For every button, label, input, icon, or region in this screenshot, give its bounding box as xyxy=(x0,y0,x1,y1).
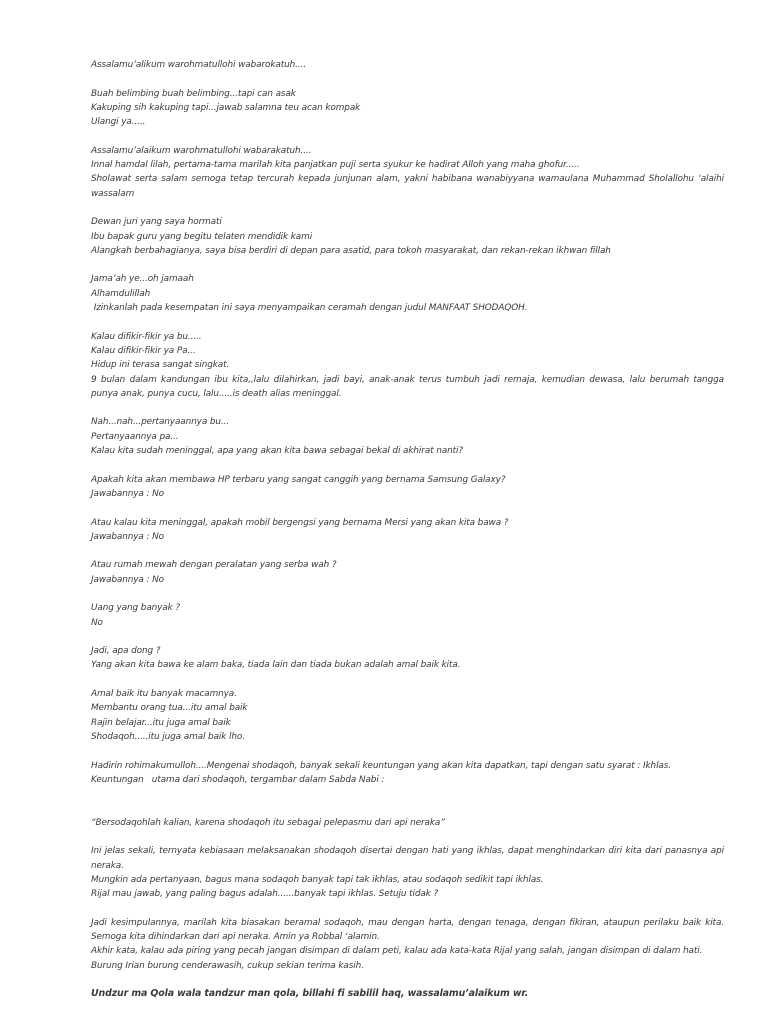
text-line: Innal hamdal lilah, pertama-tama marilah kita panjatkan puji serta syukur ke hadirat Alloh yang maha ghofur..... xyxy=(91,160,580,171)
text-line: Atau rumah mewah dengan peralatan yang serba wah ? xyxy=(91,560,337,571)
text-line: Jawabannya : No xyxy=(91,574,164,585)
text-line: Membantu orang tua...itu amal baik xyxy=(91,703,248,714)
text-line: Nah...nah...pertanyaannya bu... xyxy=(91,417,230,428)
paragraph-explanation xyxy=(91,844,724,901)
paragraph-answer xyxy=(91,644,724,673)
text-line: Yang akan kita bawa ke alam baka, tiada lain dan tiada bukan adalah amal baik kita. xyxy=(91,660,461,671)
text-line: Ulangi ya..... xyxy=(91,117,146,128)
paragraph-money-question xyxy=(91,601,724,630)
text-line: Alhamdulillah xyxy=(91,288,151,299)
text-line: Burung Irian burung cenderawasih, cukup sekian terima kasih. xyxy=(91,960,364,971)
text-line: Apakah kita akan membawa HP terbaru yang sangat canggih yang bernama Samsung Galaxy? xyxy=(91,474,506,485)
text-line: Jadi kesimpulannya, marilah kita biasakan beramal sodaqoh, mau dengan harta, dengan tenaga, dengan fikiran, ataupun perilaku baik kita. Semoga kita dihindarkan dari api neraka. Amin ya Robbal ‘alamin. xyxy=(91,917,724,943)
text-line: Rajin belajar...itu juga amal baik xyxy=(91,717,231,728)
paragraph-hadith-quote xyxy=(91,816,724,830)
paragraph-audience-address xyxy=(91,215,724,258)
text-line: Assalamu’alaikum warohmatullohi wabarakatuh.... xyxy=(91,145,312,156)
text-line: Dewan juri yang saya hormati xyxy=(91,217,222,228)
paragraph-conclusion xyxy=(91,916,724,973)
spacer xyxy=(91,801,724,815)
paragraph-shodaqoh-benefit xyxy=(91,759,724,788)
text-line: Kalau difikir-fikir ya Pa... xyxy=(91,345,196,356)
paragraph-house-question xyxy=(91,558,724,587)
text-line: Mungkin ada pertanyaan, bagus mana sodaqoh banyak tapi tak ikhlas, atau sodaqoh sedikit tapi ikhlas. xyxy=(91,874,544,885)
closing-line xyxy=(91,987,724,1001)
paragraph-car-question xyxy=(91,516,724,545)
paragraph-title-intro xyxy=(91,272,724,315)
text-line: Izinkanlah pada kesempatan ini saya menyampaikan ceramah dengan judul MANFAAT SHODAQOH. xyxy=(91,303,528,314)
text-line: 9 bulan dalam kandungan ibu kita,,lalu dilahirkan, jadi bayi, anak-anak terus tumbuh jadi remaja, kemudian dewasa, lalu berumah tangga punya anak, punya cucu, lalu.....is death alias meninggal. xyxy=(91,374,724,399)
text-line: Uang yang banyak ? xyxy=(91,603,181,614)
closing-text: Undzur ma Qola wala tandzur man qola, billahi fi sabilil haq, wassalamu’alaikum wr. xyxy=(91,988,529,1000)
text-line: Kakuping sih kakuping tapi...jawab salamna teu acan kompak xyxy=(91,102,361,113)
text-line: Hadirin rohimakumulloh....Mengenai shodaqoh, banyak sekali keuntungan yang akan kita dapatkan, tapi dengan satu syarat : Ikhlas. xyxy=(91,760,672,771)
paragraph-greeting xyxy=(91,58,724,72)
text-line: Jadi, apa dong ? xyxy=(91,646,161,657)
paragraph-hp-question xyxy=(91,473,724,502)
text-line: Rijal mau jawab, yang paling bagus adalah......banyak tapi ikhlas. Setuju tidak ? xyxy=(91,889,439,900)
text-line: Atau kalau kita meninggal, apakah mobil bergengsi yang bernama Mersi yang akan kita bawa ? xyxy=(91,517,509,528)
text-line: Kalau difikir-fikir ya bu..... xyxy=(91,331,202,342)
text-line: Akhir kata, kalau ada piring yang pecah jangan disimpan di dalam peti, kalau ada kata-kata Rijal yang salah, jangan disimpan di dalam hati. xyxy=(91,946,703,957)
text-line: Amal baik itu banyak macamnya. xyxy=(91,689,237,700)
text-line: Ini jelas sekali, ternyata kebiasaan melaksanakan shodaqoh disertai dengan hati yang ikhlas, dapat menghindarkan diri kita dari panasnya api neraka. xyxy=(91,846,724,871)
paragraph-salam-and-praise xyxy=(91,144,724,201)
speech-document xyxy=(91,58,724,1016)
paragraph-good-deeds xyxy=(91,687,724,744)
text-line: Hidup ini terasa sangat singkat. xyxy=(91,360,230,371)
text-line: Jawabannya : No xyxy=(91,488,164,499)
text-line: Buah belimbing buah belimbing...tapi can asak xyxy=(91,88,296,99)
text-line: Alangkah berbahagianya, saya bisa berdiri di depan para asatid, para tokoh masyarakat, dan rekan-rekan ikhwan fillah xyxy=(91,245,611,256)
text-line: Ibu bapak guru yang begitu telaten mendidik kami xyxy=(91,231,313,242)
text-line: Pertanyaannya pa... xyxy=(91,431,179,442)
text-line: Jawabannya : No xyxy=(91,531,164,542)
paragraph-pantun-opening xyxy=(91,87,724,130)
text-line: “Bersodaqohlah kalian, karena shodaqoh itu sebagai pelepasmu dari api neraka” xyxy=(91,817,445,828)
text-line: Shodaqoh.....itu juga amal baik lho. xyxy=(91,731,245,742)
paragraph-life-short xyxy=(91,330,724,401)
text-line: Assalamu’alikum warohmatullohi wabarokatuh.... xyxy=(91,60,307,70)
text-line: Keuntungan utama dari shodaqoh, tergambar dalam Sabda Nabi : xyxy=(91,774,385,785)
text-line: Kalau kita sudah meninggal, apa yang akan kita bawa sebagai bekal di akhirat nanti? xyxy=(91,446,464,457)
text-line: No xyxy=(91,617,103,628)
text-line: Sholawat serta salam semoga tetap tercurah kepada junjunan alam, yakni habibana wanabiyyana wamaulana Muhammad Sholallohu ‘alaihi wassalam xyxy=(91,174,724,199)
paragraph-question xyxy=(91,415,724,458)
text-line: Jama’ah ye...oh jamaah xyxy=(91,274,194,285)
